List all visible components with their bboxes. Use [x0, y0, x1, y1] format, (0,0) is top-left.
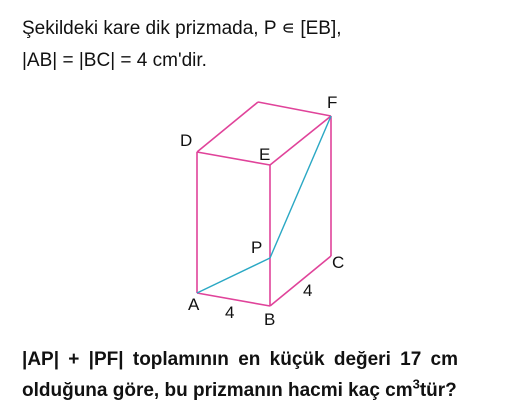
vertex-label-P: P: [251, 238, 263, 257]
vertex-label-D: D: [180, 131, 193, 150]
question-line-2-suffix: tür?: [419, 380, 457, 401]
vertex-label-B: B: [264, 310, 276, 329]
vertex-label-A: A: [188, 295, 200, 314]
edge-B-C: [270, 256, 331, 306]
segment-P-F: [270, 116, 331, 258]
vertex-label-E: E: [259, 145, 271, 164]
segment-A-P: [197, 258, 270, 293]
problem-statement-line-2: |AB| = |BC| = 4 cm'dir.: [22, 50, 207, 71]
question-line-1: |AP| + |PF| toplamının en küçük değeri 17 cm: [22, 349, 459, 370]
edge-length-BC: 4: [303, 281, 313, 300]
edge-G-F: [258, 102, 331, 116]
vertex-label-C: C: [332, 253, 345, 272]
edge-E-F: [270, 116, 331, 165]
question-line-2: [22, 376, 502, 402]
edge-D-G: [197, 102, 258, 152]
question-line-2-text: olduğuna göre, bu prizmanın hacmi kaç cm: [22, 380, 413, 401]
problem-statement-line-1: Şekildeki kare dik prizmada, P ∊ [EB],: [22, 18, 342, 39]
cubic-exponent: 3: [412, 376, 420, 392]
edge-length-AB: 4: [225, 303, 235, 322]
vertex-label-F: F: [327, 93, 338, 112]
